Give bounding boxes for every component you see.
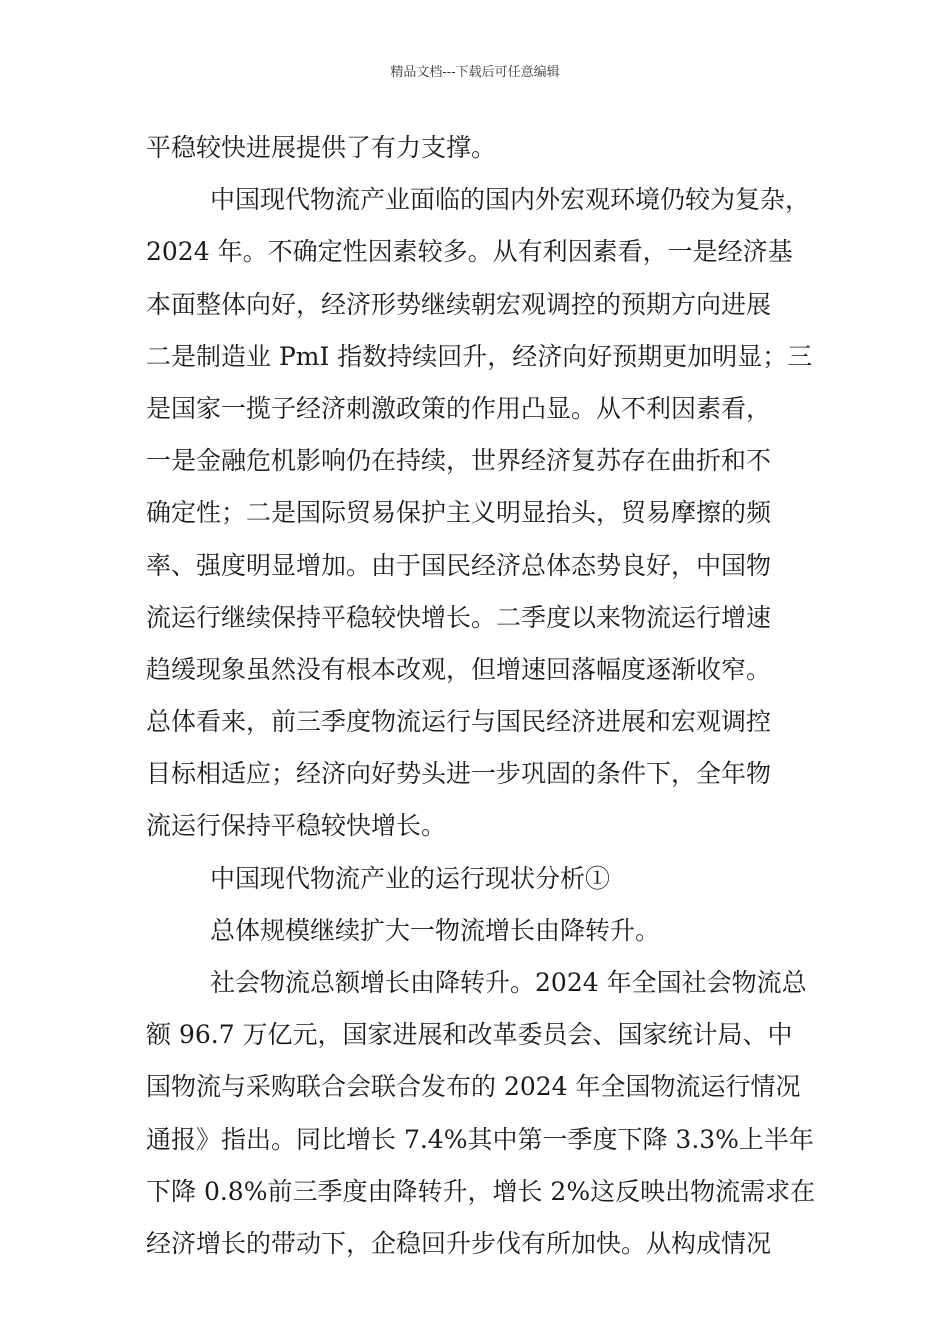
paragraph-start-line: 中国现代物流产业面临的国内外宏观环境仍较为复杂， xyxy=(210,185,811,215)
page-header: 精品文档---下载后可任意编辑 xyxy=(390,65,560,80)
text-line: 平稳较快进展提供了有力支撑。 xyxy=(146,133,497,162)
text-line: 国物流与采购联合会联合发布的 2024 年全国物流运行情况 xyxy=(146,1072,801,1102)
text-line: 额 96.7 万亿元，国家进展和改革委员会、国家统计局、中 xyxy=(146,1020,793,1050)
paragraph-start-line: 社会物流总额增长由降转升。2024 年全国社会物流总 xyxy=(210,968,807,997)
text-line: 通报》指出。同比增长 7.4%其中第一季度下降 3.3%上半年 xyxy=(146,1124,814,1154)
text-line: 下降 0.8%前三季度由降转升，增长 2%这反映出物流需求在 xyxy=(146,1176,816,1206)
subsection-heading: 总体规模继续扩大一物流增长由降转升。 xyxy=(210,915,661,945)
section-heading: 中国现代物流产业的运行现状分析① xyxy=(210,863,611,893)
document-body xyxy=(146,122,816,1270)
text-line: 总体看来，前三季度物流运行与国民经济进展和宏观调控 xyxy=(146,707,772,737)
text-line: 2024 年。不确定性因素较多。从有利因素看，一是经济基 xyxy=(146,237,793,267)
text-line: 二是制造业 PmI 指数持续回升，经济向好预期更加明显；三 xyxy=(146,341,813,371)
text-line: 流运行继续保持平稳较快增长。二季度以来物流运行增速 xyxy=(146,602,772,632)
text-line: 率、强度明显增加。由于国民经济总体态势良好，中国物 xyxy=(146,550,772,580)
text-line: 一是金融危机影响仍在持续，世界经济复苏存在曲折和不 xyxy=(146,446,772,476)
text-line: 确定性；二是国际贸易保护主义明显抬头，贸易摩擦的频 xyxy=(146,498,772,528)
text-line: 目标相适应；经济向好势头进一步巩固的条件下，全年物 xyxy=(146,759,772,789)
text-line: 流运行保持平稳较快增长。 xyxy=(146,811,447,841)
text-line: 本面整体向好，经济形势继续朝宏观调控的预期方向进展 xyxy=(146,289,772,319)
text-line: 是国家一揽子经济刺激政策的作用凸显。从不利因素看， xyxy=(146,393,772,423)
text-line: 经济增长的带动下，企稳回升步伐有所加快。从构成情况 xyxy=(146,1228,772,1258)
text-line: 趋缓现象虽然没有根本改观，但增速回落幅度逐渐收窄。 xyxy=(146,654,772,684)
